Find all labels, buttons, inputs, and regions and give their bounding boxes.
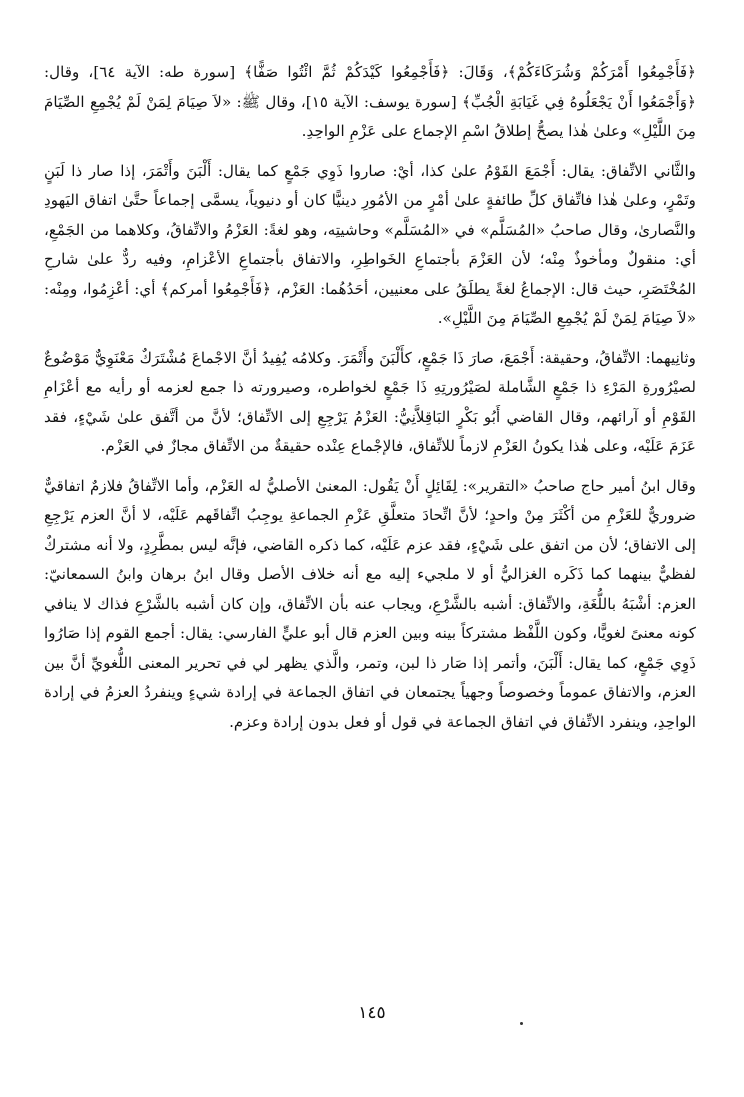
paragraph-2: والثَّاني الاتِّفاق: يقال: أَجْمَعَ القَوْمُ علىٰ كذا، أيْ: صاروا ذَوِي جَمْعٍ كما يقال: أَلْبَنَ وأَتْمَرَ، إذا صار ذا لَبَنٍ وتَمْرٍ، وعلىٰ هٰذا فاتِّفاق كلِّ طائفةٍ علىٰ أمْرٍ من الأمُورِ دينيًّا كان أو دنيوياً، يسمَّى إجماعاً حتَّىٰ اتفاق اليَهودِ والنَّصارىٰ، وقال صاحبُ «المُسَلَّم» في «المُسَلَّم» وحاشيتِه، وهو لغةً: العَزْمُ والاتِّفاقُ، وكلاهما من الجَمْعِ، أي: منقولٌ ومأخوذٌ مِنْه؛ لأن العَزْمَ بأجتماعِ الخَواطِرِ، والاتفاق بأجتماعِ الأعْزامِ، وفيه ردٌّ علىٰ شارحِ المُخْتَصَرِ، حيث قال: الإجماعُ لغةً يطلَقُ على معنيين، أحَدُهُما: العَزْم، ﴿فَأَجْمِعُوا أمركم﴾ أي: أعْزِمُوا، ومِنْه: «لاَ صِيَامَ لِمَنْ لَمْ يُجْمِعِ الصِّيَامَ مِنَ اللَّيْلِ». [44,161,696,327]
paragraph-4: وقال ابنُ أمير حاج صاحبُ «التقرير»: لِقَائِلٍ أَنْ يَقُول: المعنىٰ الأصليُّ له العَزْم، وأما الاتِّفاقُ فلازمٌ اتفاقيٌّ ضروريٌّ للعَزْمِ من أكْثَرَ مِنْ واحدٍ؛ لأنَّ اتِّحادَ متعلَّقِ عَزْمِ الجماعةِ يوجِبُ اتِّفاقَهم عَلَيْه، لا أنَّ العزم يَرْجِعِ إلى الاتفاق؛ لأن من اتفق على شَيْءٍ، فقد عزم عَلَيْه، كما ذكره القاضي، فإنَّه ليس بمطَّرِدٍ، ولا أنه مشتركٌ لفظيٌّ بينهما كما ذَكَره الغزاليُّ أو لا ملجيء إليه مع أنه خلاف الأصل وقال ابنُ برهان وابنُ السمعانيّ: العزم: أشْبَهُ باللُّغَةِ، والاتِّفاق: أشبه بالشَّرْعِ، ويجاب عنه بأن الاتِّفاق، وإن كان أشبه بالشَّرْعِ فذاك لا ينافي كونه معنىً لغويًّا، وكون اللَّفْظ مشتركاً بينه وبين العزم قال أبو عليٍّ الفارسي: يقال: أجمع القوم إذا صَارُوا ذَوِي جَمْعٍ، كما يقال: أَلْبَنَ، وأتمر إذا صَار ذا لبن، وتمر، والَّذي يظهر لي في تحرير المعنى اللُّغويِّ أنَّ بين العزم، والاتفاق عموماً وخصوصاً وجهياً يجتمعان في اتفاق الجماعة في إرادة شيءٍ وينفردُ العزمُ في إرادة الواحِدِ، وينفرد الاتِّفاق في اتفاق الجماعة في قول أو فعل بدون إرادة وعزم. [44,476,696,731]
page-number: ١٤٥ [358,1003,386,1023]
paragraph-3: وثانِيهما: الاتِّفاقُ، وحقيقة: أَجْمَعَ، صارَ ذَا جَمْعٍ، كأَلْبَنَ وأَتْمَرَ. وكلامُه يُفِيدُ أنَّ الاجْماعَ مُشْتَرَكٌ مَعْنَوِيٌّ مَوْضُوعٌ لصيْرُورةِ المَرْءِ ذا جَمْعٍ الشَّاملة لصَيْرُورتِهِ ذَا جَمْعٍ لخواطره، وصيرورته ذا جمع لعزمه أو رأيه مع أعْزَامِ القَوْمِ أو آرائهم، وقال القاضي أَبُو بَكْرٍ البَاقِلاَّنِيُّ: العَزْمُ يَرْجِعِ إلى الاتِّفاق؛ لأنَّ من أتَّفق علىٰ شَيْءٍ، فقد عَزَمَ عَلَيْه، وعلى هٰذا يكونُ العَزْمِ لازماً للاتِّفاق، فالإجْماع عِنْده حقيقةٌ من الاتِّفاق مجازٌ في العَزْم. [44,348,696,455]
scan-speck [520,1022,523,1025]
paragraph-1: ﴿فَأَجْمِعُوا أَمْرَكُمْ وَشُرَكَاءَكُمْ﴾، وَقَالَ: ﴿فَأَجْمِعُوا كَيْدَكُمْ ثُمَّ ائْتُوا صَفًّا﴾ [سورة طه: الآية ٦٤]، وقال: ﴿وَأَجْمَعُوا أَنْ يَجْعَلُوهُ فِي غَيَابَةِ الْجُبِّ﴾ [سورة يوسف: الآية ١٥]، وقال ﷺ: «لاَ صِيَامَ لِمَنْ لَمْ يُجْمِعِ الصِّيَامَ مِنَ اللَّيْلِ» وعلىٰ هٰذا يصحُّ إطلاقُ اسْمِ الإجماع على عَزْمِ الواحِدِ. [44,63,696,140]
page-body [44,58,696,737]
